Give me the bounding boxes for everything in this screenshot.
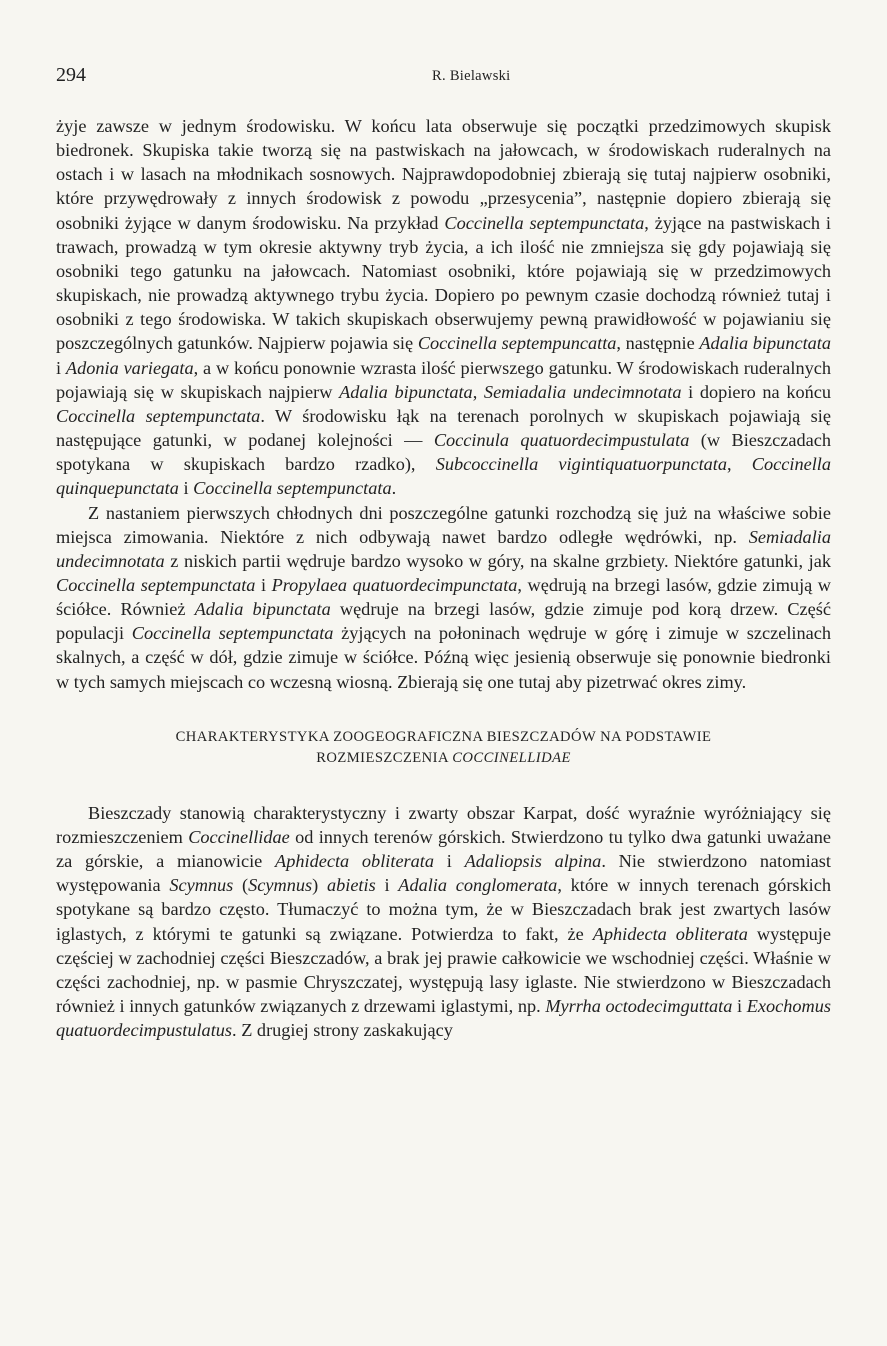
- page-header: [56, 64, 832, 90]
- text-run: żyje zawsze w jednym środowisku. W końcu lata obserwuje się początki przedzimowych skupisk biedronek. Skupiska takie tworzą się na pastwiskach na jałowcach, w środowiskach ruderalnych na ostach i w lasach na młodnikach sosnowych. Najprawdopodobniej zbierają się tutaj najpierw osobniki, które przywędrowały z innych środowisk z powodu „przesycenia”, następnie dopiero zbierają się osobniki żyjące w danym środowisku. Na przykład: [56, 116, 831, 233]
- text-run: i: [434, 851, 465, 872]
- species-name: Semiadalia undecimnotata: [483, 381, 682, 402]
- text-run: , wędrują na brzegi lasów, gdzie zimują w ściółce. Również: [56, 574, 831, 620]
- species-name: Coccinella quinquepunctata: [56, 454, 831, 499]
- text-run: i: [375, 875, 399, 896]
- text-run: Z nastaniem pierwszych chłodnych dni poszczególne gatunki rozchodzą się już na właściwe sobie miejsca zimowania. Niektóre z nich odbywają nawet bardzo odległe wędrówki, np.: [56, 502, 831, 547]
- species-name: abietis: [326, 875, 376, 896]
- species-name: Coccinella septempunctata: [444, 212, 645, 233]
- section-heading-line-2: [56, 748, 831, 769]
- section-heading-plain: ROZMIESZCZENIA: [316, 749, 453, 766]
- species-name: Semiadalia undecimnotata: [56, 526, 831, 571]
- text-run: ,: [727, 454, 752, 475]
- text-run: . Nie stwierdzono natomiast występowania: [56, 851, 831, 896]
- text-run: . W środowisku łąk na terenach porolnych w skupiskach pojawiają się następujące gatunki, w podanej kolejności —: [56, 405, 831, 451]
- species-name: Scymnus: [169, 875, 234, 896]
- text-run: i: [178, 478, 194, 499]
- text-run: (: [233, 875, 249, 896]
- species-name: Scymnus: [248, 875, 313, 896]
- text-run: wędruje na brzegi lasów, gdzie zimuje pod korą drzew. Część populacji: [56, 599, 832, 644]
- species-name: Myrrha octodecimguttata: [545, 996, 733, 1016]
- text-run: i: [56, 357, 66, 378]
- species-name: Subcoccinella vigintiquatuorpunctata: [435, 454, 728, 475]
- text-run: i: [255, 574, 272, 595]
- text-run: Bieszczady stanowią charakterystyczny i zwarty obszar Karpat, dość wyraźnie wyróżniający się rozmieszczeniem: [56, 802, 831, 847]
- species-name: Coccinella septempunctata: [56, 574, 256, 595]
- species-name: Coccinella septempunctata: [193, 478, 392, 499]
- paragraph-3: [56, 801, 831, 1043]
- text-run: żyjących na połoninach wędruje w górę i zimuje w szczelinach skalnych, a część w dół, gdzie zimuje w ściółce. Późną więc jesienią obserwuje się ponownie biedronki w tych samych miejscach co wczesną wiosną. Zbierają się one tutaj aby pizetrwać okres zimy.: [56, 623, 831, 692]
- page-number: 294: [56, 64, 86, 86]
- species-name: Coccinella septempunctata: [131, 623, 334, 644]
- species-name: Coccinula quatuordecimpustulata: [433, 430, 690, 451]
- text-run: i: [732, 996, 747, 1016]
- text-run: ,: [472, 381, 484, 402]
- section-heading-italic: COCCINELLIDAE: [452, 749, 571, 766]
- body-text: [56, 114, 831, 1042]
- species-name: Adalia bipunctata: [194, 599, 331, 620]
- species-name: Coccinellidae: [188, 826, 290, 847]
- text-run: .: [391, 478, 397, 499]
- running-head: R. Bielawski: [432, 68, 511, 84]
- section-heading: [56, 727, 831, 769]
- species-name: Adalia conglomerata: [398, 875, 558, 896]
- text-run: (w Bieszczadach spotykana w skupiskach bardzo rzadko),: [56, 430, 831, 475]
- species-name: Adalia bipunctata: [699, 333, 832, 354]
- text-run: , które w innych terenach górskich spotykane są bardzo często. Tłumaczyć to można tym, że w Bieszczadach brak jest zwartych lasów iglastych, z którymi te gatunki są związane. Potwierdza to fakt, że: [56, 875, 831, 944]
- species-name: Aphidecta obliterata: [592, 923, 748, 944]
- species-name: Aphidecta obliterata: [275, 851, 435, 872]
- text-run: od innych terenów górskich. Stwierdzono tu tylko dwa gatunki uważane za górskie, a mianowicie: [56, 826, 831, 872]
- text-run: , następnie: [616, 333, 700, 354]
- text-run: . Z drugiej strony zaskakujący: [232, 1020, 453, 1041]
- species-name: Propylaea quatuordecimpunctata: [271, 574, 518, 595]
- species-name: Exochomus quatuordecimpustulatus: [56, 996, 831, 1041]
- paragraph-2: [56, 501, 831, 694]
- species-name: Adonia variegata: [65, 357, 194, 378]
- species-name: Adaliopsis alpina: [464, 851, 602, 872]
- text-run: występuje częściej w zachodniej części Bieszczadów, a brak jej prawie całkowicie we wschodniej części. Właśnie w części zachodniej, np. w pasmie Chryszczatej, występują lasy iglaste. Nie stwierdzono w Bieszczadach również i innych gatunków związanych z drzewami iglastymi, np.: [56, 923, 831, 1016]
- text-run: , a w końcu ponownie wzrasta ilość pierwszego gatunku. W środowiskach ruderalnych pojawiają się w skupiskach najpierw: [56, 357, 831, 402]
- text-run: z niskich partii wędruje bardzo wysoko w góry, na skalne grzbiety. Niektóre gatunki, jak: [164, 550, 831, 571]
- species-name: Adalia bipunctata: [339, 381, 473, 402]
- species-name: Coccinella septempunctata: [56, 405, 261, 426]
- text-run: ): [312, 875, 327, 896]
- text-run: , żyjące na pastwiskach i trawach, prowadzą w tym okresie aktywny tryb życia, a ich ilość nie zmniejsza się gdy pojawiają się osobniki tego gatunku na jałowcach. Natomiast osobniki, które pojawiają się w przedzimowych skupiskach, nie prowadzą aktywnego trybu życia. Dopiero po pewnym czasie dochodzą również tutaj i osobniki z tego środowiska. W takich skupiskach obserwujemy pewną prawidłowość w pojawianiu się poszczególnych gatunków. Najpierw pojawia się: [56, 212, 832, 354]
- paragraph-1: [56, 114, 831, 501]
- text-run: i dopiero na końcu: [681, 381, 831, 402]
- species-name: Coccinella septempuncatta: [417, 333, 617, 354]
- section-heading-line-1: CHARAKTERYSTYKA ZOOGEOGRAFICZNA BIESZCZADÓW NA PODSTAWIE: [175, 728, 712, 745]
